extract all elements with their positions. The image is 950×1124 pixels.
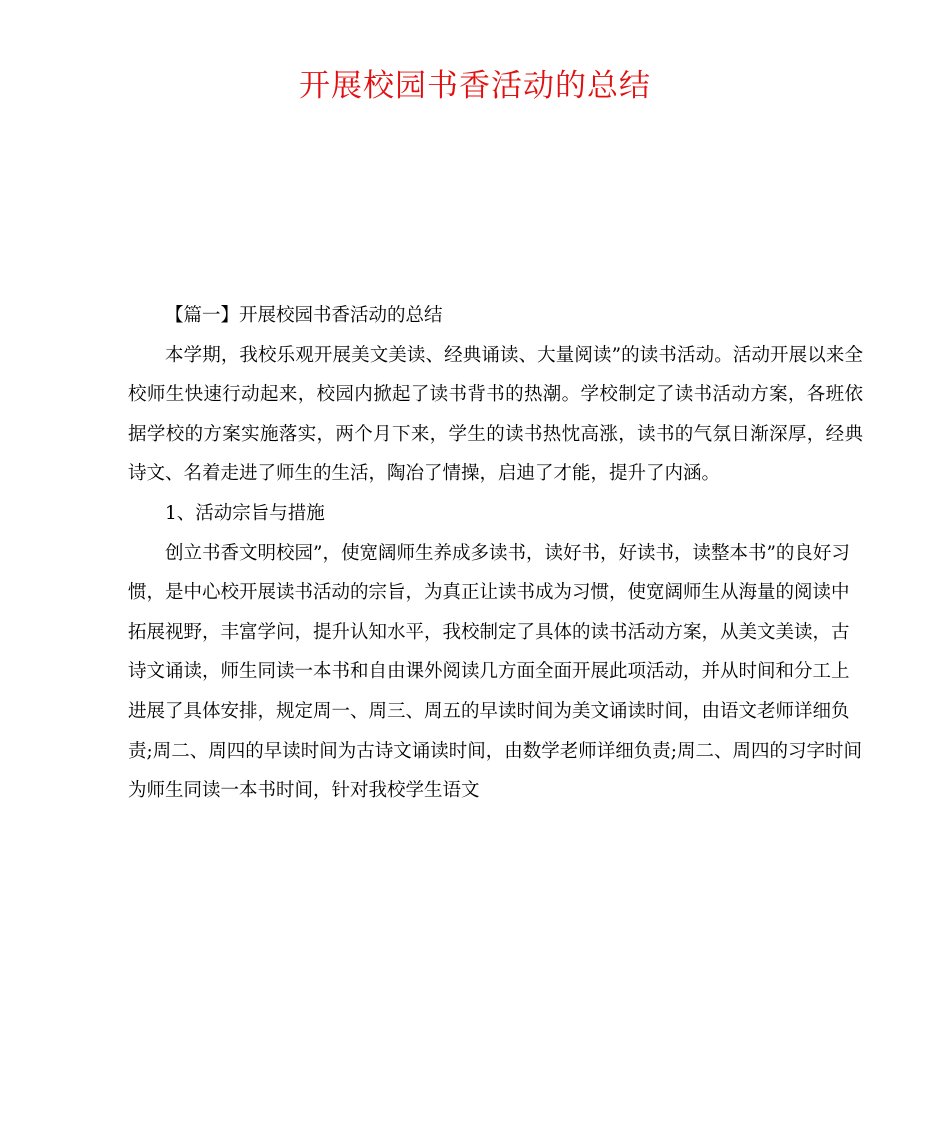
section-heading: 【篇一】开展校园书香活动的总结 bbox=[165, 305, 443, 326]
paragraph-3: 创立书香文明校园”，使宽阔师生养成多读书，读好书，好读书，读整本书”的良好习惯，是中心校开展读书活动的宗旨，为真正让读书成为习惯，使宽阔师生从海量的阅读中拓展视野，丰富学问，提升认知水平，我校制定了具体的读书活动方案，从美文美读，古诗文诵读，师生同读一本书和自由课外阅读几方面全面开展此项活动，并从时间和分工上进展了具体安排，规定周一、周三、周五的早读时间为美文诵读时间，由语文老师详细负责;周二、周四的早读时间为古诗文诵读时间，由数学老师详细负责;周二、周四的习字时间为师生同读一本书时间，针对我校学生语文 bbox=[128, 542, 862, 802]
paragraph-1: 本学期，我校乐观开展美文美读、经典诵读、大量阅读”的读书活动。活动开展以来全校师生快速行动起来，校园内掀起了读书背书的热潮。学校制定了读书活动方案，各班依据学校的方案实施落实，两个月下来，学生的读书热忱高涨，读书的气氛日渐深厚，经典诗文、名着走进了师生的生活，陶冶了情操，启迪了才能，提升了内涵。 bbox=[128, 344, 863, 485]
document-body bbox=[128, 296, 863, 811]
paragraph-2-heading: 1、活动宗旨与措施 bbox=[165, 502, 325, 524]
document-title: 开展校园书香活动的总结 bbox=[299, 68, 651, 104]
